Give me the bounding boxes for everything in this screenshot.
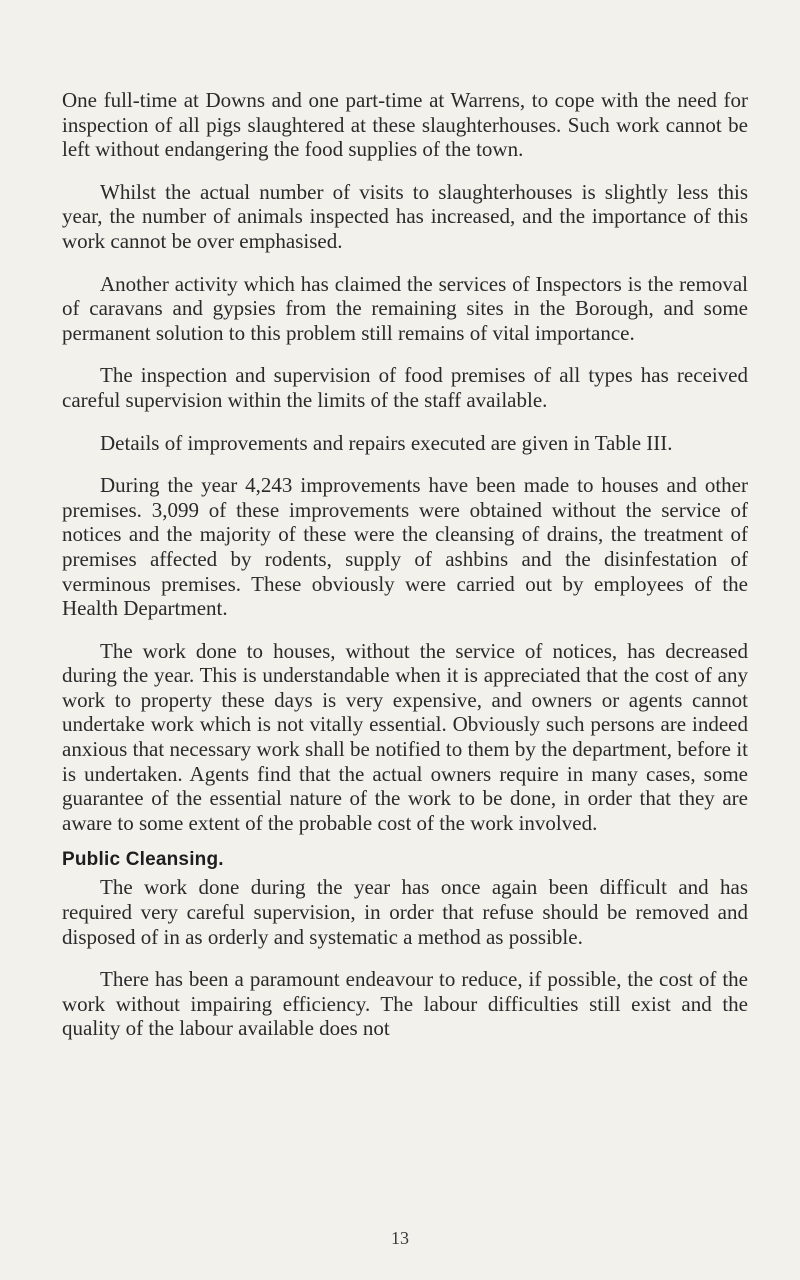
- paragraph-food-premises: The inspection and supervision of food premises of all types has received careful supervision within the limits of the staff available.: [62, 363, 748, 412]
- paragraph-table-reference: Details of improvements and repairs executed are given in Table III.: [100, 430, 673, 455]
- paragraph-cleansing-cost: There has been a paramount endeavour to reduce, if possible, the cost of the work without impairing efficiency. The labour difficulties still exist and the quality of the labour available does not: [62, 967, 748, 1041]
- paragraph-work-to-houses: The work done to houses, without the service of notices, has decreased during the year. This is understandable when it is appreciated that the cost of any work to property these days is very expensive, and owners or agents cannot undertake work which is not vitally essential. Obviously such persons are indeed anxious that necessary work shall be notified to them by the department, before it is undertaken. Agents find that the actual owners require in many cases, some guarantee of the essential nature of the work to be done, in order that they are aware to some extent of the probable cost of the work involved.: [62, 638, 748, 835]
- section-heading-public-cleansing: Public Cleansing.: [62, 849, 224, 871]
- paragraph-slaughterhouse-visits: Whilst the actual number of visits to slaughterhouses is slightly less this year, the number of animals inspected has increased, and the importance of this work cannot be over emphasised.: [62, 179, 748, 253]
- page-number: 13: [391, 1228, 409, 1248]
- paragraph-slaughterhouse-staff: One full-time at Downs and one part-time at Warrens, to cope with the need for inspection of all pigs slaughtered at these slaughterhouses. Such work cannot be left without endangering the food supplies of the town.: [62, 88, 748, 162]
- paragraph-improvements: During the year 4,243 improvements have been made to houses and other premises. 3,099 of these improvements were obtained without the service of notices and the majority of these were the cleansing of drains, the treatment of premises affected by rodents, supply of ashbins and the disinfestation of verminous premises. These obviously were carried out by employees of the Health Department.: [62, 473, 748, 621]
- document-body: [62, 88, 748, 1059]
- paragraph-cleansing-supervision: The work done during the year has once again been difficult and has required very careful supervision, in order that refuse should be removed and disposed of in as orderly and systematic a method as possible.: [62, 875, 748, 949]
- paragraph-caravans-gypsies: Another activity which has claimed the services of Inspectors is the removal of caravans and gypsies from the remaining sites in the Borough, and some permanent solution to this problem still remains of vital importance.: [62, 271, 748, 345]
